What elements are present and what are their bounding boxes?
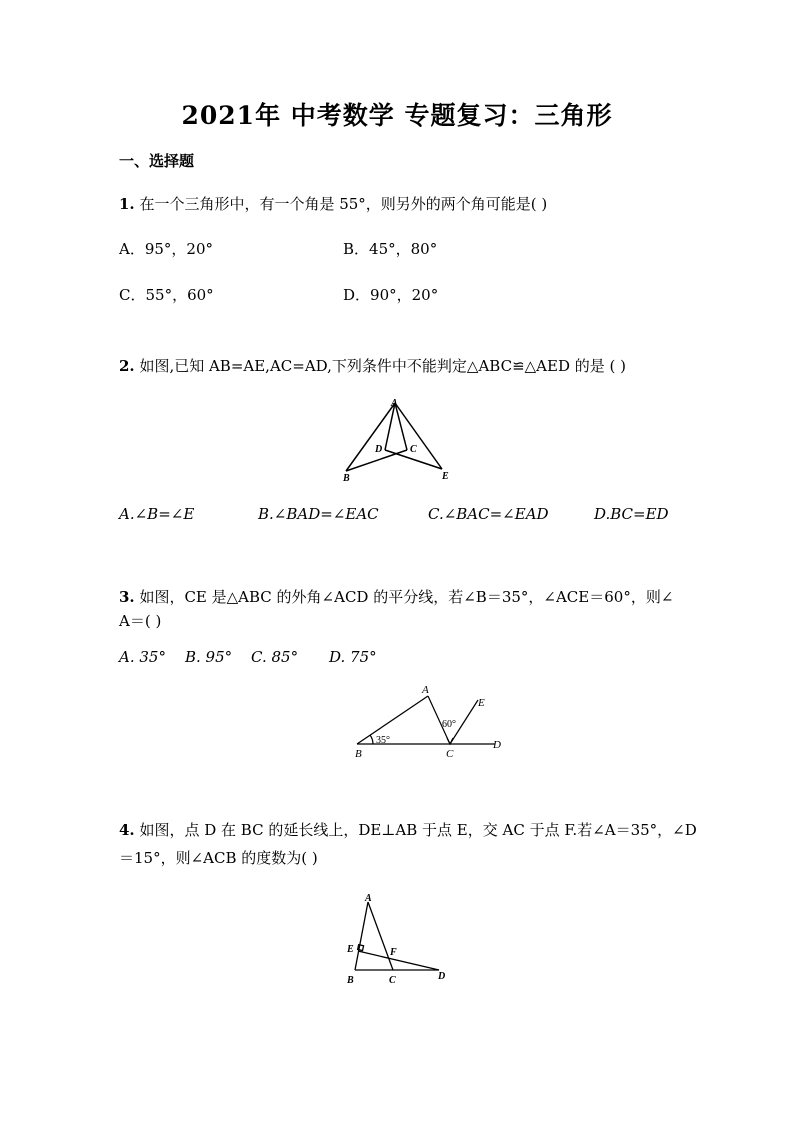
angle-c-mark bbox=[447, 738, 453, 744]
q2-figure bbox=[330, 393, 470, 485]
label-a: A bbox=[391, 398, 398, 409]
question-4 bbox=[119, 818, 697, 842]
segment-ac bbox=[395, 403, 407, 450]
q3-figure bbox=[345, 680, 515, 762]
q3-option-b: B. 95° bbox=[185, 648, 233, 666]
q2-option-c: C.∠BAC=∠EAD bbox=[428, 505, 549, 523]
segment-ae bbox=[395, 403, 442, 469]
question-3 bbox=[119, 585, 673, 609]
label-b: B bbox=[355, 748, 362, 760]
angle-b-label: 35° bbox=[376, 735, 390, 746]
label-a: A bbox=[365, 893, 372, 904]
q1-option-a: A．95°，20° bbox=[119, 240, 214, 258]
section-heading: 一、选择题 bbox=[119, 152, 195, 170]
q2-option-b: B.∠BAD=∠EAC bbox=[258, 505, 379, 523]
question-1 bbox=[119, 192, 547, 216]
segment-ab bbox=[355, 902, 368, 970]
label-d: D bbox=[493, 739, 501, 751]
question-text: 如图,已知 AB=AE,AC=AD,下列条件中不能判定△ABC≌△AED 的是 ( ) bbox=[134, 357, 626, 375]
label-e: E bbox=[347, 944, 354, 955]
segment-ba bbox=[357, 696, 428, 744]
label-e: E bbox=[442, 471, 449, 482]
question-3-line-2: A＝( ) bbox=[119, 612, 162, 630]
question-number: 3. bbox=[119, 588, 135, 606]
question-4-line-2: ＝15°，则∠ACB 的度数为( ) bbox=[119, 849, 318, 867]
label-c: C bbox=[410, 444, 417, 455]
q2-option-a: A.∠B=∠E bbox=[119, 505, 195, 523]
angle-ace-label: 60° bbox=[442, 719, 456, 730]
question-number: 2. bbox=[119, 357, 135, 375]
page-title: 2021年 中考数学 专题复习：三角形 bbox=[181, 101, 613, 130]
question-number: 1. bbox=[119, 195, 135, 213]
q4-figure bbox=[340, 892, 455, 987]
question-2 bbox=[119, 354, 626, 378]
question-text-line-1: 如图，CE 是△ABC 的外角∠ACD 的平分线，若∠B＝35°，∠ACE＝60°，则∠ bbox=[134, 588, 674, 606]
label-c: C bbox=[446, 748, 454, 760]
label-f: F bbox=[390, 947, 397, 958]
segment-de bbox=[358, 951, 439, 970]
label-a: A bbox=[422, 684, 429, 696]
angle-b-arc bbox=[370, 735, 373, 744]
q1-option-d: D．90°，20° bbox=[343, 286, 439, 304]
label-e: E bbox=[478, 697, 485, 709]
q1-option-b: B．45°，80° bbox=[343, 240, 438, 258]
label-d: D bbox=[438, 971, 446, 982]
question-text-line-1: 如图，点 D 在 BC 的延长线上，DE⊥AB 于点 E，交 AC 于点 F.若∠A＝35°，∠D bbox=[134, 821, 697, 839]
question-number: 4. bbox=[119, 821, 135, 839]
q3-option-a: A. 35° bbox=[119, 648, 166, 666]
label-d: D bbox=[375, 444, 383, 455]
label-b: B bbox=[343, 473, 350, 484]
label-c: C bbox=[389, 975, 396, 986]
q3-option-c: C. 85° bbox=[251, 648, 299, 666]
segment-ac bbox=[368, 902, 393, 970]
q1-option-c: C．55°，60° bbox=[119, 286, 214, 304]
right-angle-mark bbox=[358, 945, 364, 951]
question-text: 在一个三角形中，有一个角是 55°，则另外的两个角可能是( ) bbox=[134, 195, 548, 213]
q3-option-d: D. 75° bbox=[329, 648, 377, 666]
q2-option-d: D.BC=ED bbox=[594, 505, 669, 523]
label-b: B bbox=[347, 975, 354, 986]
